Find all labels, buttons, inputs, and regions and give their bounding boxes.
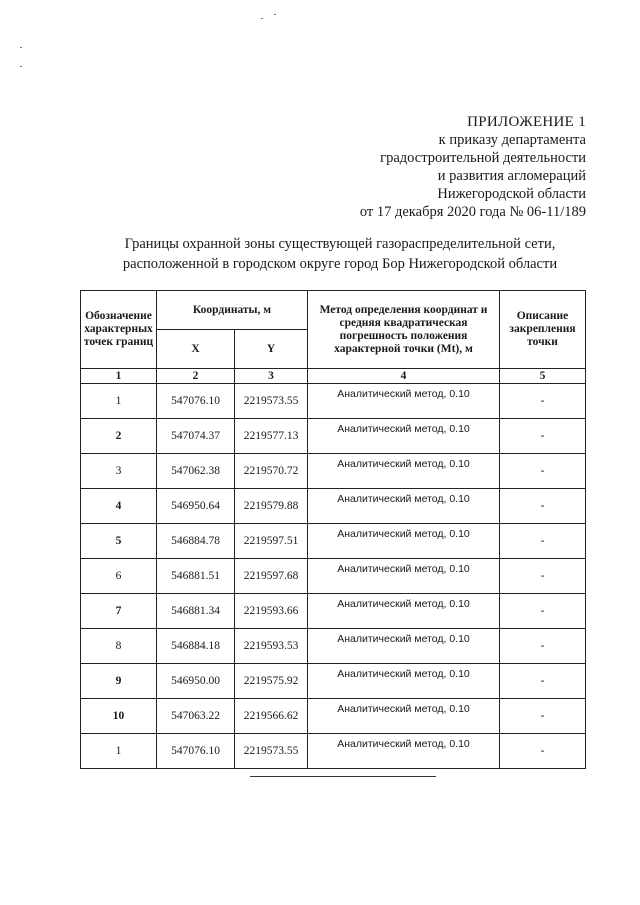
header-y: Y [235,330,308,369]
appendix-title: ПРИЛОЖЕНИЕ 1 [467,114,586,130]
point-cell: 7 [81,594,157,629]
method-cell: Аналитический метод, 0.10 [308,559,500,594]
x-cell: 546884.18 [157,629,235,664]
point-cell: 6 [81,559,157,594]
scan-speck [274,14,276,15]
x-cell: 546881.51 [157,559,235,594]
method-cell: Аналитический метод, 0.10 [308,489,500,524]
y-cell: 2219593.66 [235,594,308,629]
fix-cell: - [500,699,586,734]
x-cell: 546881.34 [157,594,235,629]
table-row [81,524,586,559]
header-line: Нижегородской области [437,186,586,202]
fix-cell: - [500,419,586,454]
x-cell: 547062.38 [157,454,235,489]
y-cell: 2219593.53 [235,629,308,664]
point-cell: 5 [81,524,157,559]
table-row [81,664,586,699]
header-line: и развития агломераций [437,168,586,184]
method-cell: Аналитический метод, 0.10 [308,454,500,489]
x-cell: 546884.78 [157,524,235,559]
y-cell: 2219577.13 [235,419,308,454]
point-cell: 8 [81,629,157,664]
table-row [81,384,586,419]
table-row [81,629,586,664]
method-cell: Аналитический метод, 0.10 [308,384,500,419]
fix-cell: - [500,454,586,489]
y-cell: 2219575.92 [235,664,308,699]
table-row [81,489,586,524]
scan-speck [20,66,22,67]
fix-cell: - [500,734,586,769]
method-cell: Аналитический метод, 0.10 [308,699,500,734]
point-cell: 1 [81,734,157,769]
column-number: 4 [308,369,500,384]
header-x: X [157,330,235,369]
x-cell: 547074.37 [157,419,235,454]
table-body [81,384,586,769]
header-fixing: Описание закрепления точки [500,291,586,369]
header-coords: Координаты, м [157,291,308,330]
y-cell: 2219579.88 [235,489,308,524]
point-cell: 1 [81,384,157,419]
table-row [81,594,586,629]
column-number-row [81,369,586,384]
x-cell: 547076.10 [157,734,235,769]
header-line: градостроительной деятельности [380,150,586,166]
table-row [81,454,586,489]
column-number: 1 [81,369,157,384]
y-cell: 2219573.55 [235,734,308,769]
point-cell: 4 [81,489,157,524]
table-row [81,559,586,594]
y-cell: 2219597.51 [235,524,308,559]
x-cell: 547063.22 [157,699,235,734]
x-cell: 547076.10 [157,384,235,419]
y-cell: 2219597.68 [235,559,308,594]
footer-divider [250,776,436,777]
method-cell: Аналитический метод, 0.10 [308,664,500,699]
method-cell: Аналитический метод, 0.10 [308,594,500,629]
fix-cell: - [500,594,586,629]
header-line: от 17 декабря 2020 года № 06-11/189 [359,204,586,220]
column-number: 3 [235,369,308,384]
y-cell: 2219566.62 [235,699,308,734]
coordinates-table [80,290,586,769]
header-line: к приказу департамента [438,132,586,148]
method-cell: Аналитический метод, 0.10 [308,419,500,454]
scan-speck [261,18,263,19]
point-cell: 2 [81,419,157,454]
fix-cell: - [500,664,586,699]
table-row [81,699,586,734]
fix-cell: - [500,559,586,594]
column-number: 5 [500,369,586,384]
header-method: Метод определения координат и средняя квадратическая погрешность положения характерной точки (Mt), м [308,291,500,369]
point-cell: 3 [81,454,157,489]
method-cell: Аналитический метод, 0.10 [308,734,500,769]
method-cell: Аналитический метод, 0.10 [308,629,500,664]
x-cell: 546950.00 [157,664,235,699]
fix-cell: - [500,629,586,664]
point-cell: 10 [81,699,157,734]
scan-speck [20,47,22,48]
method-cell: Аналитический метод, 0.10 [308,524,500,559]
point-cell: 9 [81,664,157,699]
fix-cell: - [500,384,586,419]
table-row [81,419,586,454]
y-cell: 2219570.72 [235,454,308,489]
title-line-1: Границы охранной зоны существующей газораспределительной сети, [124,236,556,252]
title-line-2: расположенной в городском округе город Бор Нижегородской области [122,256,558,272]
appendix-header [360,113,586,221]
x-cell: 546950.64 [157,489,235,524]
fix-cell: - [500,524,586,559]
column-number: 2 [157,369,235,384]
fix-cell: - [500,489,586,524]
y-cell: 2219573.55 [235,384,308,419]
table-row [81,734,586,769]
document-title [60,234,620,274]
header-point: Обозначение характерных точек границ [81,291,157,369]
